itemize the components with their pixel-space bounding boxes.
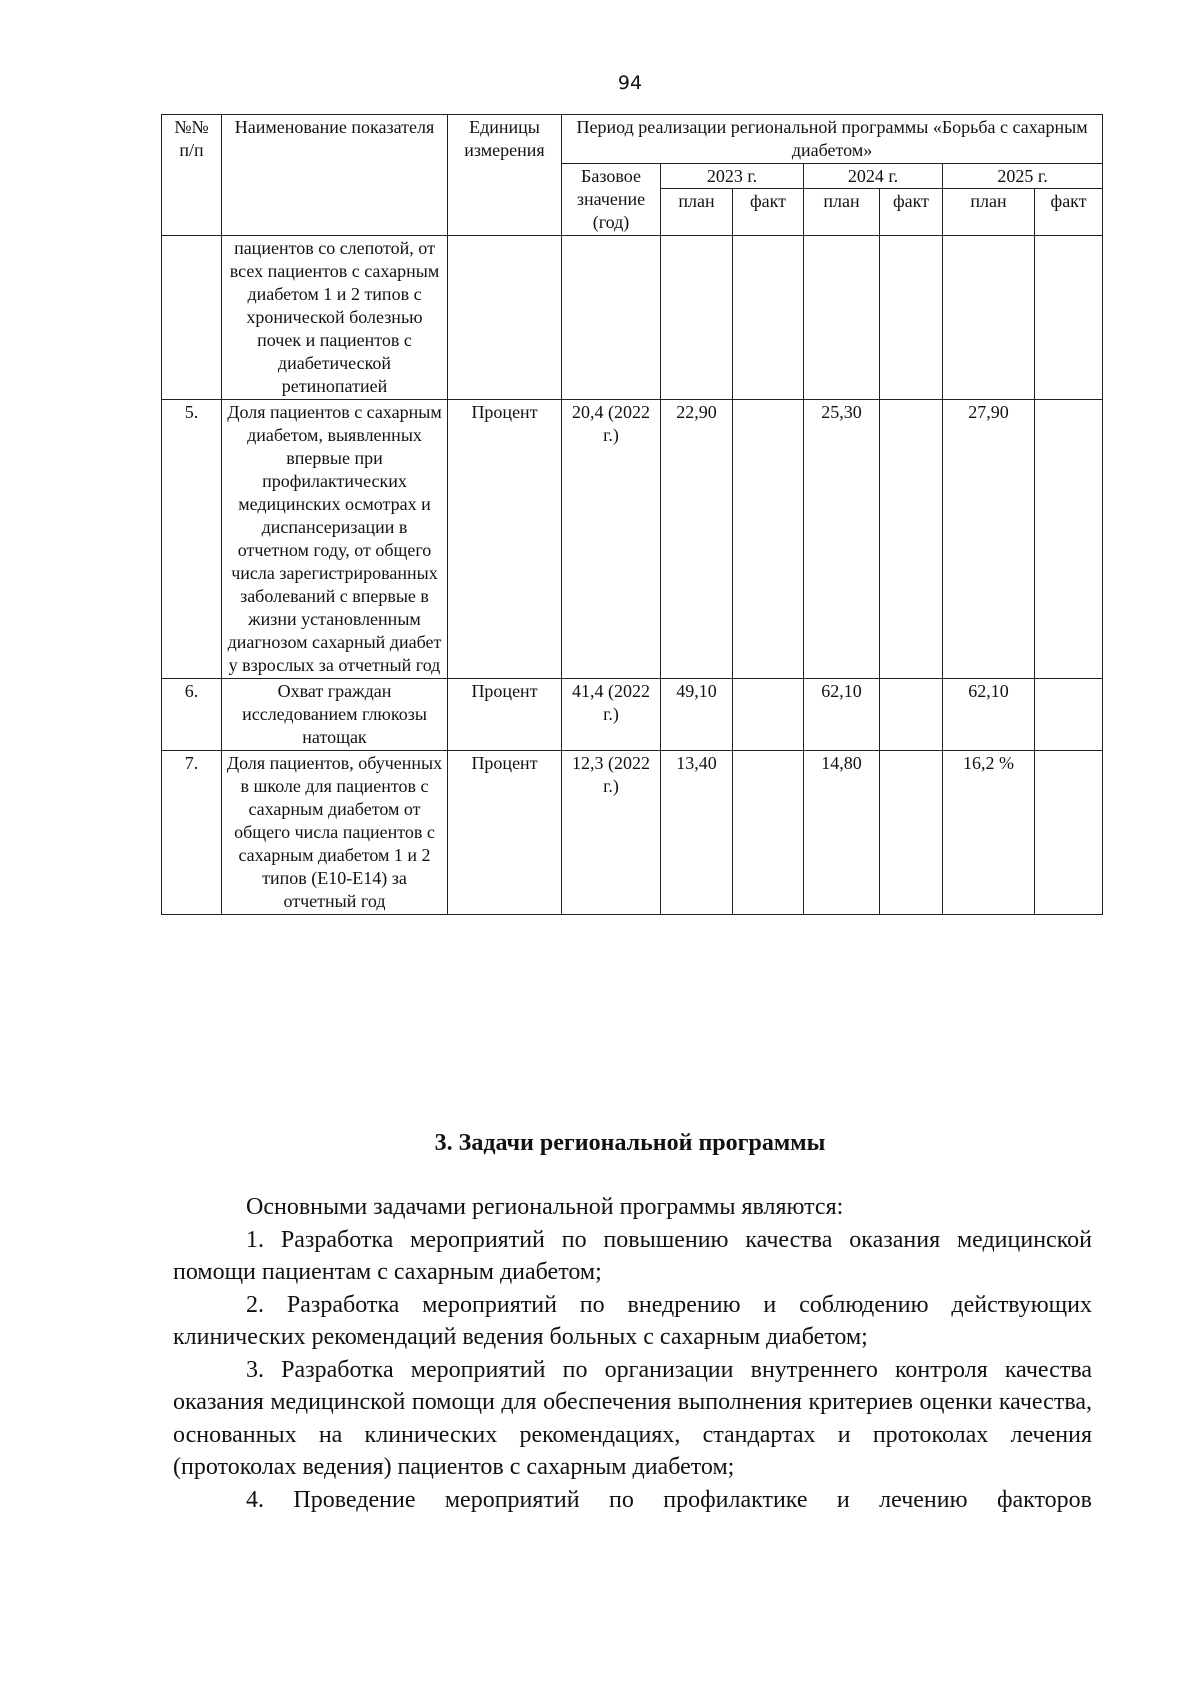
- row-base: 41,4 (2022 г.): [562, 679, 661, 751]
- row-fact-2025: [1035, 751, 1103, 915]
- row-fact-2025: [1035, 400, 1103, 679]
- table-row: [162, 679, 1103, 751]
- header-name: Наименование показателя: [222, 115, 448, 236]
- row-name: Доля пациентов, обученных в школе для пациентов с сахарным диабетом от общего числа пациентов с сахарным диабетом 1 и 2 типов (Е10-Е14) за отчетный год: [222, 751, 448, 915]
- row-name: Доля пациентов с сахарным диабетом, выявленных впервые при профилактических медицинских осмотрах и диспансеризации в отчетном году, от общего числа зарегистрированных заболеваний с впервые в жизни установленным диагнозом сахарный диабет у взрослых за отчетный год: [222, 400, 448, 679]
- header-base: Базовое значение (год): [562, 164, 661, 236]
- paragraph: 4. Проведение мероприятий по профилактике и лечению факторов: [246, 1486, 1092, 1513]
- section-body: [173, 1191, 1092, 1516]
- row-plan-2023: 22,90: [661, 400, 733, 679]
- header-fact-2024: факт: [880, 189, 943, 236]
- table-row: [162, 751, 1103, 915]
- row-name: Охват граждан исследованием глюкозы натощак: [222, 679, 448, 751]
- row-plan-2025: [943, 236, 1035, 400]
- indicators-table: [161, 114, 1103, 915]
- row-fact-2025: [1035, 236, 1103, 400]
- header-fact-2023: факт: [733, 189, 804, 236]
- paragraph: 3. Разработка мероприятий по организации внутреннего контроля качества оказания медицинской помощи для обеспечения выполнения критериев оценки качества, основанных на клинических рекомендациях, стандартах и протоколах лечения (протоколах ведения) пациентов с сахарным диабетом;: [173, 1356, 1092, 1480]
- row-fact-2025: [1035, 679, 1103, 751]
- row-fact-2024: [880, 236, 943, 400]
- header-plan-2025: план: [943, 189, 1035, 236]
- row-num: 7.: [162, 751, 222, 915]
- row-num: [162, 236, 222, 400]
- table-row: [162, 400, 1103, 679]
- row-fact-2023: [733, 236, 804, 400]
- header-plan-2023: план: [661, 189, 733, 236]
- row-plan-2023: 49,10: [661, 679, 733, 751]
- row-fact-2024: [880, 679, 943, 751]
- row-fact-2023: [733, 751, 804, 915]
- row-fact-2023: [733, 400, 804, 679]
- row-base: 20,4 (2022 г.): [562, 400, 661, 679]
- row-plan-2024: 14,80: [804, 751, 880, 915]
- row-plan-2024: 62,10: [804, 679, 880, 751]
- paragraph: Основными задачами региональной программы являются:: [246, 1194, 844, 1220]
- row-plan-2025: 62,10: [943, 679, 1035, 751]
- paragraph: 1. Разработка мероприятий по повышению качества оказания медицинской помощи пациентам с сахарным диабетом;: [173, 1226, 1092, 1285]
- header-2023: 2023 г.: [661, 164, 804, 189]
- header-2025: 2025 г.: [943, 164, 1103, 189]
- row-unit: Процент: [448, 679, 562, 751]
- row-num: 5.: [162, 400, 222, 679]
- header-fact-2025: факт: [1035, 189, 1103, 236]
- header-2024: 2024 г.: [804, 164, 943, 189]
- header-num: №№ п/п: [162, 115, 222, 236]
- row-plan-2025: 27,90: [943, 400, 1035, 679]
- paragraph: 2. Разработка мероприятий по внедрению и соблюдению действующих клинических рекомендаций ведения больных с сахарным диабетом;: [173, 1291, 1092, 1350]
- row-num: 6.: [162, 679, 222, 751]
- row-plan-2024: 25,30: [804, 400, 880, 679]
- header-period: Период реализации региональной программы «Борьба с сахарным диабетом»: [562, 115, 1103, 164]
- row-fact-2023: [733, 679, 804, 751]
- row-plan-2025: 16,2 %: [943, 751, 1035, 915]
- row-plan-2023: [661, 236, 733, 400]
- table-row: [162, 236, 1103, 400]
- row-unit: [448, 236, 562, 400]
- row-fact-2024: [880, 751, 943, 915]
- header-unit: Единицы измерения: [448, 115, 562, 236]
- row-unit: Процент: [448, 751, 562, 915]
- section-heading: 3. Задачи региональной программы: [434, 1130, 826, 1156]
- row-plan-2023: 13,40: [661, 751, 733, 915]
- row-base: [562, 236, 661, 400]
- row-plan-2024: [804, 236, 880, 400]
- page-number: 94: [617, 72, 643, 94]
- header-plan-2024: план: [804, 189, 880, 236]
- row-unit: Процент: [448, 400, 562, 679]
- row-name: пациентов со слепотой, от всех пациентов с сахарным диабетом 1 и 2 типов с хронической болезнью почек и пациентов с диабетической ретинопатией: [222, 236, 448, 400]
- row-base: 12,3 (2022 г.): [562, 751, 661, 915]
- row-fact-2024: [880, 400, 943, 679]
